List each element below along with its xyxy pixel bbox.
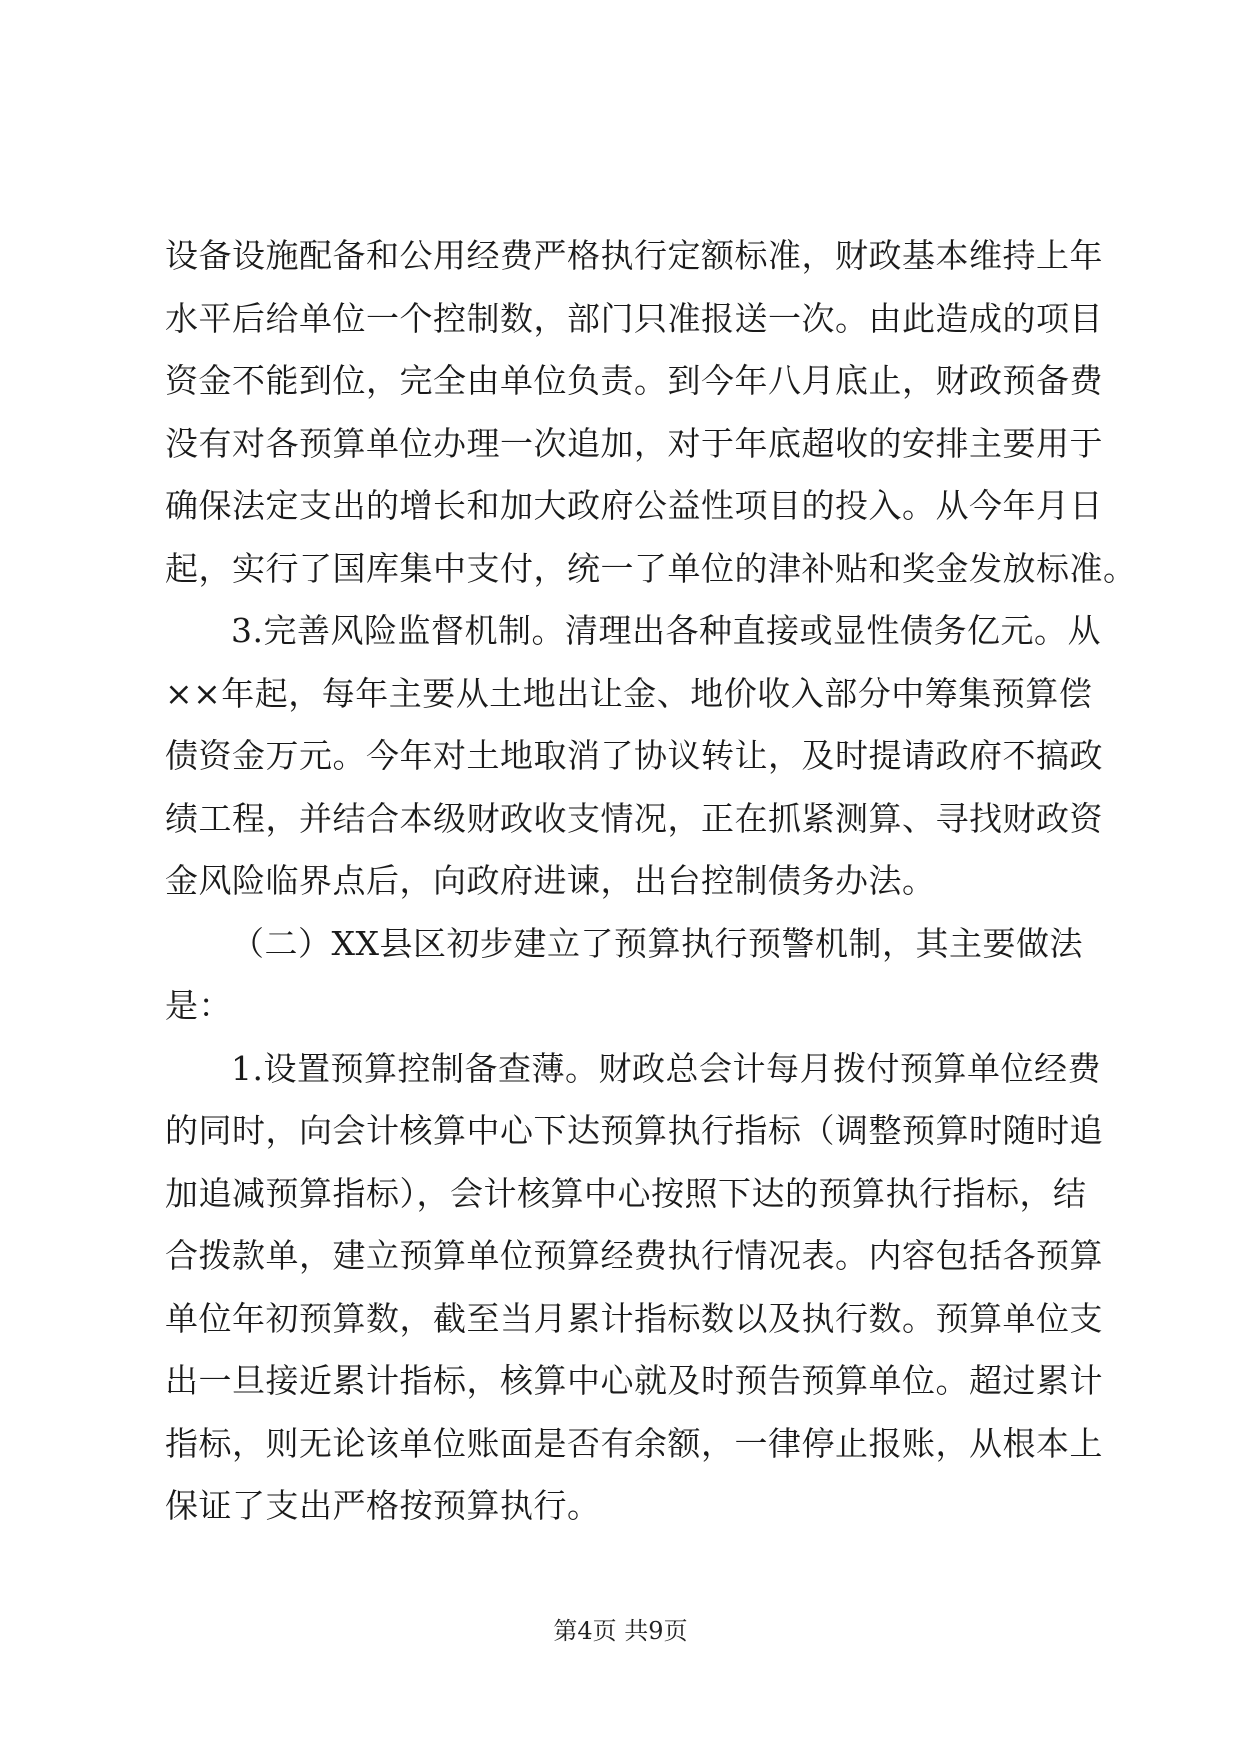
text-line: 设备设施配备和公用经费严格执行定额标准，财政基本维持上年: [165, 236, 1103, 275]
paragraph-budget-control: [165, 225, 1137, 600]
text-line: 3.完善风险监督机制。清理出各种直接或显性债务亿元。从: [231, 611, 1101, 650]
text-line: 水平后给单位一个控制数，部门只准报送一次。由此造成的项目: [165, 298, 1103, 338]
text-line: 1.设置预算控制备查薄。财政总会计每月拨付预算单位经费: [231, 1048, 1101, 1088]
paragraph-budget-ledger: [165, 1038, 1103, 1538]
text-line: 确保法定支出的增长和加大政府公益性项目的投入。从今年月日: [165, 486, 1103, 525]
text-line: 金风险临界点后，向政府进谏，出台控制债务办法。: [165, 861, 936, 900]
text-line: 的同时，向会计核算中心下达预算执行指标（调整预算时随时追: [165, 1111, 1103, 1150]
text-line: 是：: [165, 986, 232, 1025]
page-footer: [0, 1616, 1241, 1646]
text-line: 加追减预算指标），会计核算中心按照下达的预算执行指标，结: [165, 1173, 1087, 1213]
text-line: 资金不能到位，完全由单位负责。到今年八月底止，财政预备费: [165, 361, 1103, 400]
document-body: [165, 225, 1137, 1538]
page-number-label: 第4页 共9页: [553, 1617, 688, 1645]
text-line: 合拨款单，建立预算单位预算经费执行情况表。内容包括各预算: [165, 1236, 1103, 1275]
section-heading-early-warning: [165, 913, 1083, 1038]
text-line: ××年起，每年主要从土地出让金、地价收入部分中筹集预算偿: [165, 673, 1093, 713]
text-line: 没有对各预算单位办理一次追加，对于年底超收的安排主要用于: [165, 423, 1103, 463]
text-line: 单位年初预算数，截至当月累计指标数以及执行数。预算单位支: [165, 1298, 1103, 1338]
paragraph-risk-supervision: [165, 600, 1103, 913]
text-line: 保证了支出严格按预算执行。: [165, 1486, 601, 1525]
text-line: （二）XX县区初步建立了预算执行预警机制，其主要做法: [231, 923, 1083, 963]
text-line: 起，实行了国库集中支付，统一了单位的津补贴和奖金发放标准。: [165, 548, 1137, 588]
text-line: 债资金万元。今年对土地取消了协议转让，及时提请政府不搞政: [165, 736, 1103, 775]
text-line: 绩工程，并结合本级财政收支情况，正在抓紧测算、寻找财政资: [165, 798, 1103, 838]
text-line: 出一旦接近累计指标，核算中心就及时预告预算单位。超过累计: [165, 1361, 1103, 1400]
text-line: 指标，则无论该单位账面是否有余额，一律停止报账，从根本上: [165, 1423, 1103, 1463]
